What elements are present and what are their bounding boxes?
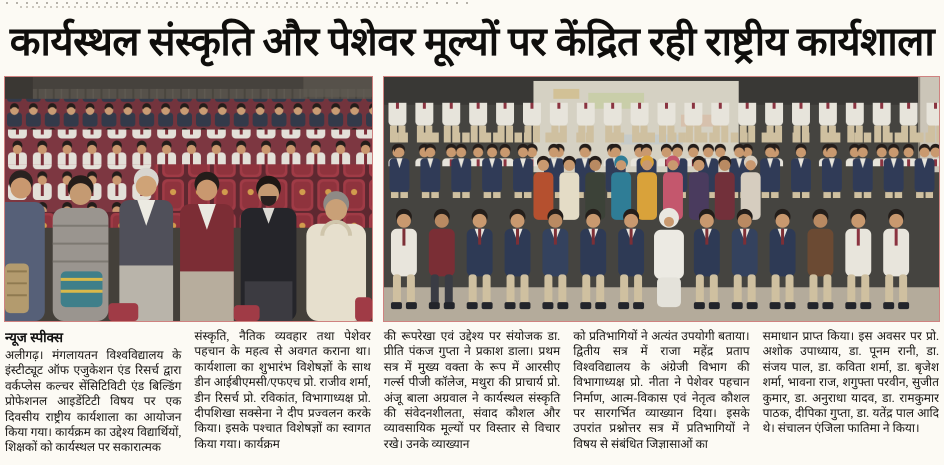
article-body <box>5 329 939 463</box>
faculty-row <box>533 156 760 220</box>
photo-auditorium-audience <box>4 76 373 322</box>
article-text-3: की रूपरेखा एवं उद्देश्य पर संयोजक डा. प्रीति पंकज गुप्ता ने प्रकाश डाला। प्रथम सत्र में मुख्य वक्ता के रूप में आरसीए गर्ल्स पीजी कॉलेज, मथुरा की प्राचार्य प्रो. अंजू बाला अग्रवाल ने कार्यस्थल संस्कृति की संवेदनशीलता, संवाद कौशल और व्यावसायिक मूल्यों पर विस्तार से विचार रखे। उनके व्याख्यान <box>383 329 561 451</box>
article-text-5: समाधान प्राप्त किया। इस अवसर पर प्रो. अशोक उपाध्याय, डा. पूनम रानी, डा. संजय पाल, डा. कविता शर्मा, डा. बृजेश शर्मा, भावना राज, शगुफ्ता परवीन, सुजीत कुमार, डा. अनुराधा यादव, डा. रामकुमार पाठक, दीपिका गुप्ता, डा. यतेंद्र पाल आदि थे। संचालन एंजिला फातिमा ने किया। <box>762 329 939 436</box>
article-column-2 <box>194 329 370 463</box>
article-column-1 <box>5 329 181 463</box>
article-text-4: को प्रतिभागियों ने अत्यंत उपयोगी बताया। द्वितीय सत्र में राजा महेंद्र प्रताप विश्वविद्यालय के अंग्रेजी विभाग की विभागाध्यक्ष प्रो. नीता ने पेशेवर पहचान निर्माण, आत्म-विकास एवं नेतृत्व कौशल पर सारगर्भित व्याख्यान दिया। इसके उपरांत प्रश्नोत्तर सत्र में प्रतिभागियों ने विषय से संबंधित जिज्ञासाओं का <box>573 329 750 451</box>
headline: कार्यस्थल संस्कृति और पेशेवर मूल्यों पर केंद्रित रही राष्ट्रीय कार्यशाला <box>9 19 935 64</box>
photo-group-photo <box>383 76 940 322</box>
cut-off-print-strip <box>6 1 476 9</box>
kicker: न्यूज स्पीक्स <box>5 330 64 345</box>
article-text-2: संस्कृति, नैतिक व्यवहार तथा पेशेवर पहचान के महत्व से अवगत कराना था। कार्यशाला का शुभारंभ विशेषज्ञों के साथ डीन आईबीएमसी/एफएच प्रो. राजीव शर्मा, डीन रिसर्च प्रो. रविकांत, विभागाध्यक्ष प्रो. दीपशिखा सक्सेना ने दीप प्रज्वलन करके किया। इसके पश्चात विशेषज्ञों का स्वागत किया गया। कार्यक्रम <box>194 329 371 451</box>
article-column-4 <box>573 329 749 463</box>
article-text-1: अलीगढ़। मंगलायतन विश्वविद्यालय के इंस्टीट्यूट ऑफ एजुकेशन एंड रिसर्च द्वारा वर्कप्लेस कल्चर सेंसिटिविटी एंड बिल्डिंग प्रोफेशनल आइडेंटिटी विषय पर एक दिवसीय राष्ट्रीय कार्यशाला का आयोजन किया गया। कार्यक्रम का उद्देश्य विद्यार्थियों, शिक्षकों को कार्यस्थल पर सकारात्मक <box>5 348 182 455</box>
group-photo-illustration <box>384 77 939 321</box>
article-column-3 <box>384 329 560 463</box>
standing-rows <box>384 103 939 198</box>
audience-rows <box>5 99 372 165</box>
photo-row <box>4 76 940 322</box>
article-column-5 <box>763 329 939 463</box>
auditorium-illustration <box>5 77 372 321</box>
